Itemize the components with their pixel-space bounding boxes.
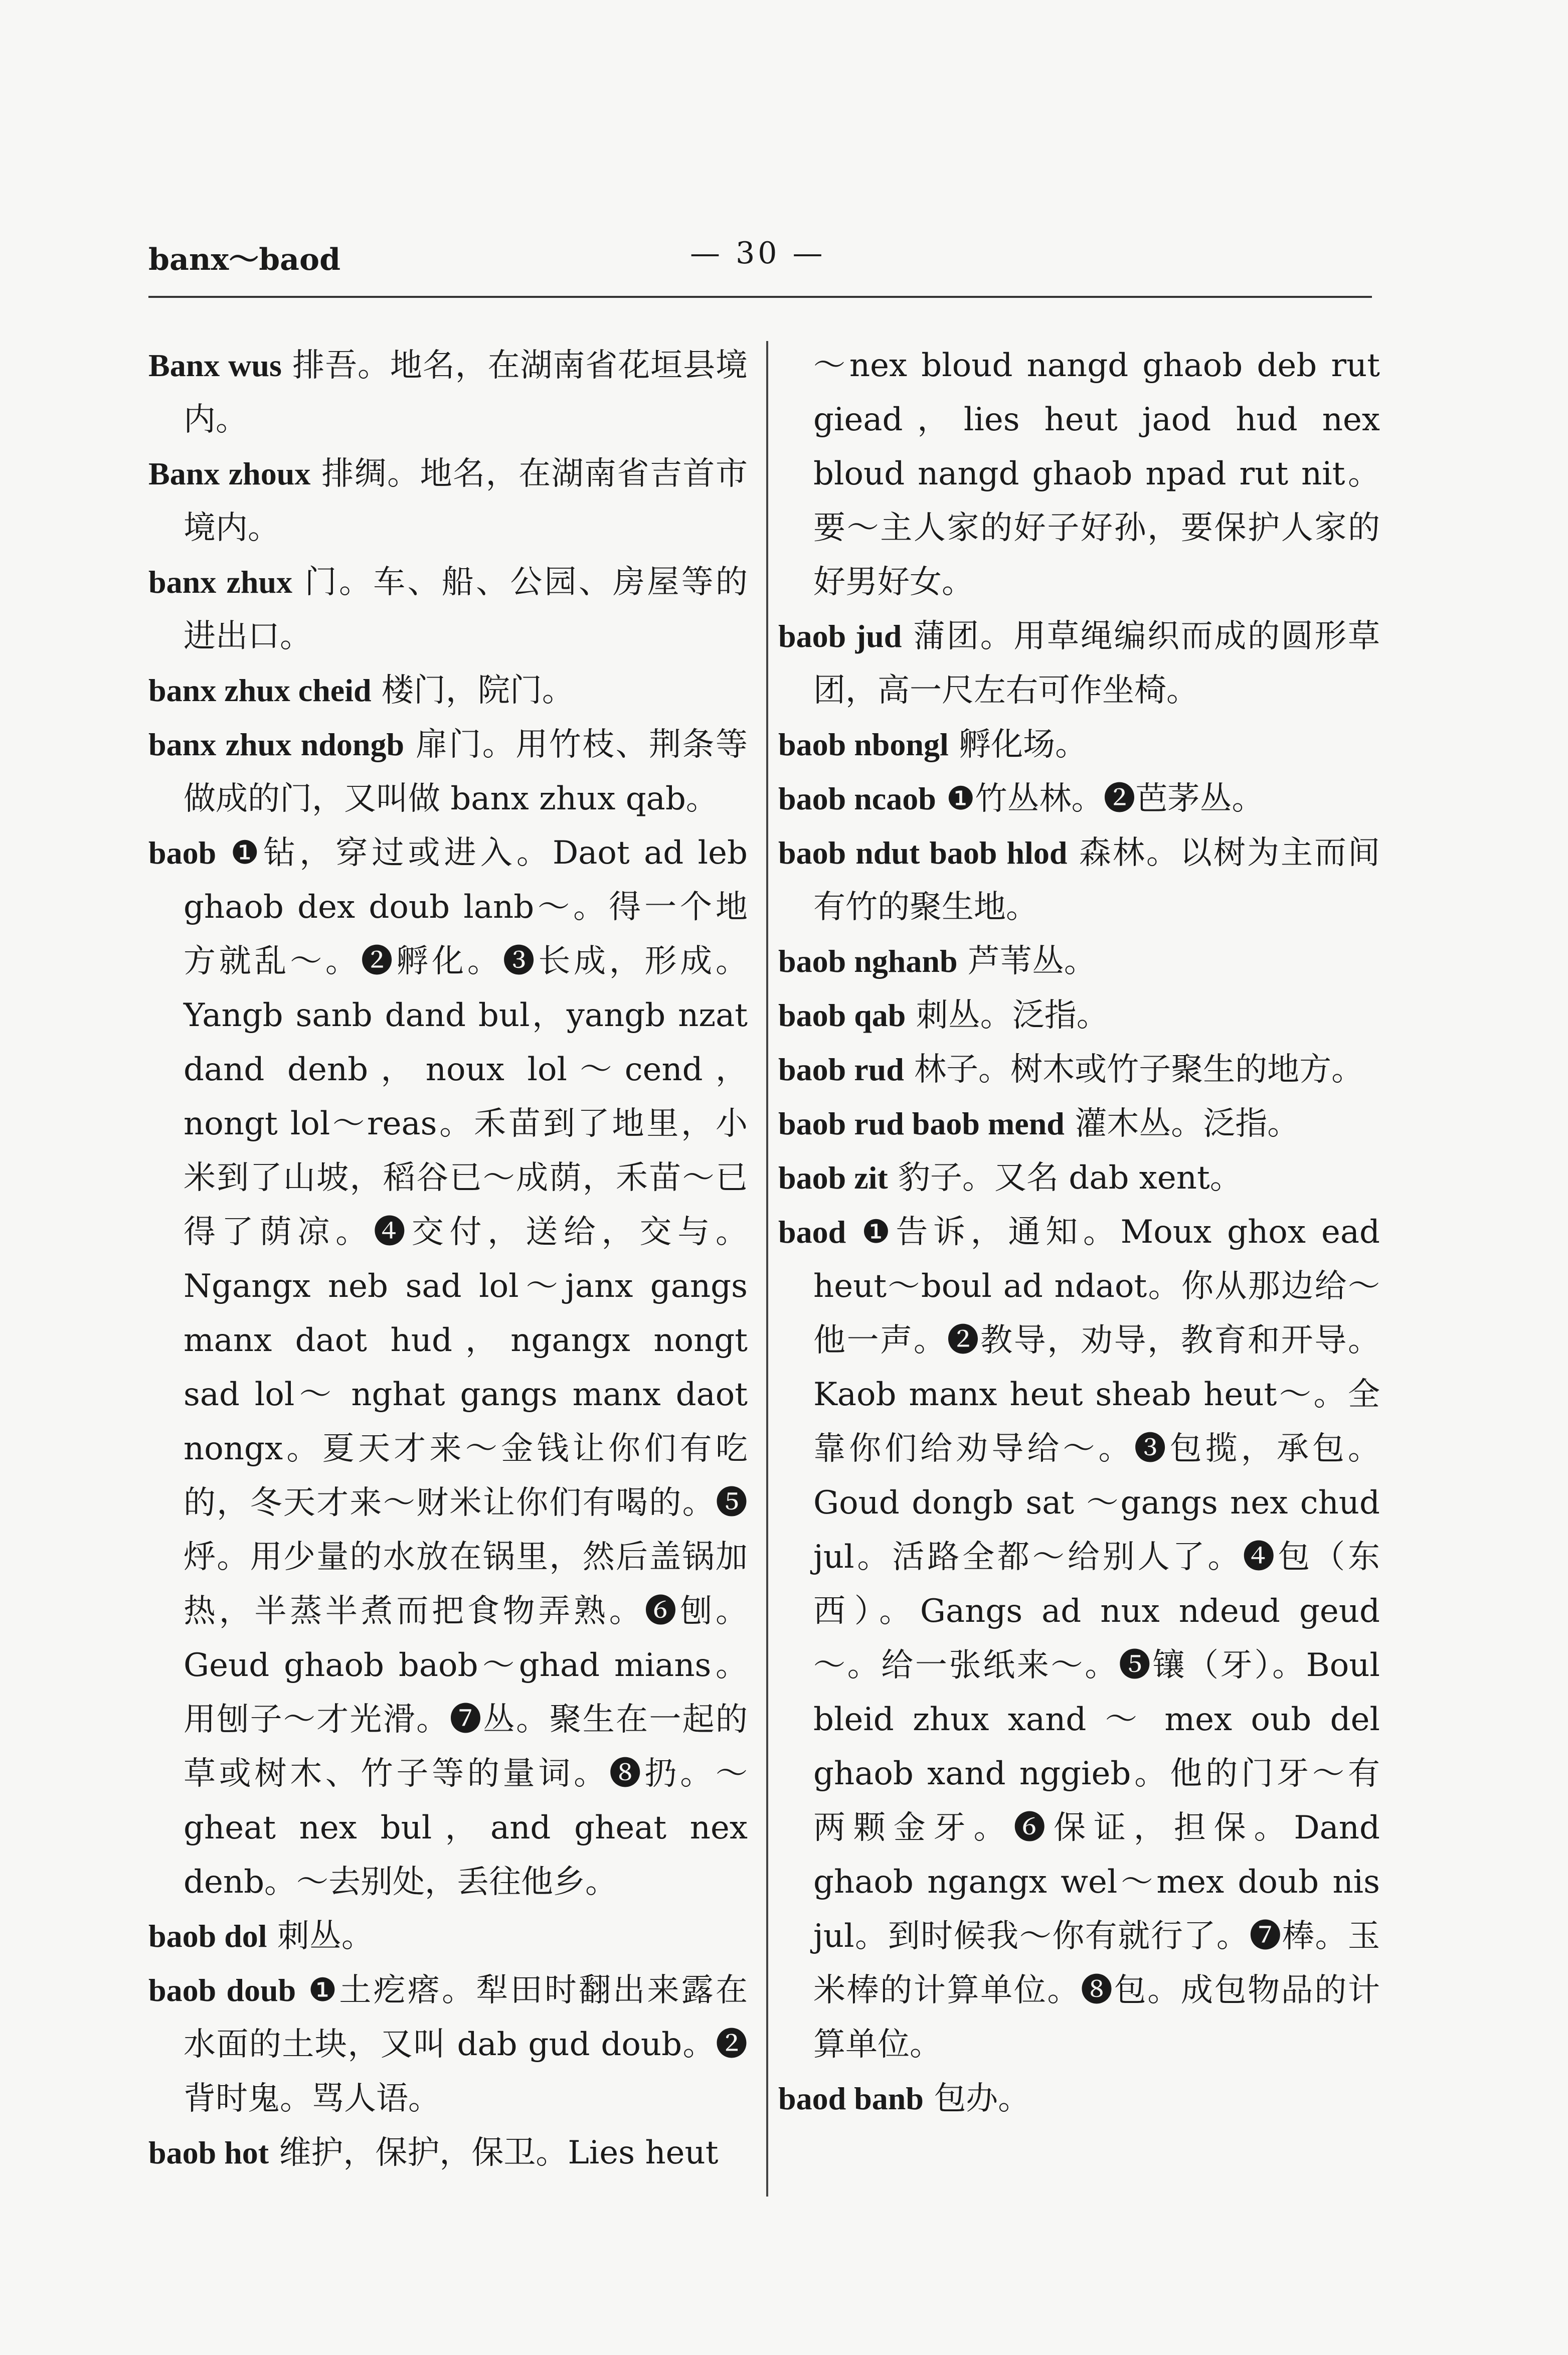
headword: baob zit	[778, 1160, 888, 1196]
page-number: — 30 —	[690, 236, 826, 271]
dictionary-entry	[148, 339, 748, 447]
dictionary-entry	[148, 447, 748, 555]
dictionary-entry	[148, 663, 748, 718]
definition: 排吾。地名，在湖南省花垣县境内。	[184, 347, 748, 438]
definition: 门。车、船、公园、房屋等的进出口。	[184, 564, 748, 655]
definition: ❶土疙瘩。犁田时翻出来露在水面的土块，又叫 dab gud doub。❷背时鬼。骂人语。	[184, 1972, 748, 2117]
headword: baob hot	[148, 2135, 269, 2170]
dictionary-entry	[778, 772, 1380, 826]
dictionary-entry	[778, 2072, 1380, 2126]
headword: baob qab	[778, 997, 906, 1033]
dictionary-entry	[148, 826, 748, 1909]
dictionary-entry	[778, 1043, 1380, 1097]
definition: 包办。	[923, 2080, 1030, 2117]
headword: baob rud	[778, 1052, 904, 1087]
headword: baob ndut baob hlod	[778, 835, 1068, 871]
dictionary-entry	[148, 2126, 748, 2180]
definition: ❶钻，穿过或进入。Daot ad leb ghaob dex doub lanb～。得一个地方就乱～。❷孵化。❸长成，形成。Yangb sanb dand bul，yangb nzat dand denb，noux lol～cend，nongt lol～reas。禾苗到了地里，小米到了山坡，稻谷已～成荫，禾苗～已得了荫凉。❹交付，送给，交与。Ngangx neb sad lol～janx gangs manx daot hud，ngangx nongt sad lol～ nghat gangs manx daot nongx。夏天才来～金钱让你们有吃的，冬天才来～财米让你们有喝的。❺烀。用少量的水放在锅里，然后盖锅加热，半蒸半煮而把食物弄熟。❻刨。Geud ghaob baob～ghad mians。用刨子～才光滑。❼丛。聚生在一起的草或树木、竹子等的量词。❽扔。～gheat nex bul，and gheat nex denb。～去别处，丢往他乡。	[184, 834, 748, 1901]
dictionary-entry	[778, 1097, 1380, 1151]
headword: baob nbongl	[778, 727, 949, 762]
dictionary-entry	[148, 1909, 748, 1963]
dictionary-entry	[778, 1205, 1380, 2072]
dictionary-entry	[148, 555, 748, 663]
definition: 蒲团。用草绳编织而成的圆形草团，高一尺左右可作坐椅。	[813, 618, 1380, 709]
headword: baob jud	[778, 618, 902, 654]
headword: Banx zhoux	[148, 456, 311, 491]
definition: ❶竹丛林。❷芭茅丛。	[936, 780, 1264, 817]
headword: Banx wus	[148, 348, 282, 383]
headword: baod	[778, 1214, 846, 1250]
definition: 豹子。又名 dab xent。	[888, 1159, 1242, 1197]
headword: baob nghanb	[778, 943, 958, 979]
page-header	[148, 236, 1372, 276]
entry-continuation: ～nex bloud nangd ghaob deb rut giead，lies heut jaod hud nex bloud nangd ghaob npad rut nit。要～主人家的好子好孙，要保护人家的好男好女。	[813, 347, 1380, 601]
definition: 刺丛。泛指。	[906, 997, 1109, 1034]
right-column	[778, 339, 1380, 2126]
headword: banx zhux cheid	[148, 672, 372, 708]
headword: baod banb	[778, 2081, 924, 2116]
headword: baob	[148, 835, 217, 871]
dictionary-entry	[778, 934, 1380, 988]
headword: baob dol	[148, 1918, 267, 1954]
dictionary-entry	[148, 718, 748, 826]
definition: ❶告诉，通知。Moux ghox ead heut～boul ad ndaot。你从那边给～他一声。❷教导，劝导，教育和开导。Kaob manx heut sheab heut～。全靠你们给劝导给～。❸包揽，承包。Goud dongb sat ～gangs nex chud jul。活路全都～给别人了。❹包（东西）。Gangs ad nux ndeud geud～。给一张纸来～。❺镶（牙）。Boul bleid zhux xand ～ mex oub del ghaob xand nggieb。他的门牙～有两颗金牙。❻保证，担保。Dand ghaob ngangx wel～mex doub nis jul。到时候我～你有就行了。❼棒。玉米棒的计算单位。❽包。成包物品的计算单位。	[813, 1214, 1380, 2063]
definition: 维护，保护，保卫。Lies heut	[269, 2134, 719, 2171]
headword: baob rud baob mend	[778, 1106, 1065, 1141]
definition: 灌木丛。泛指。	[1064, 1105, 1300, 1142]
dictionary-entry	[778, 1151, 1380, 1205]
definition: 楼门，院门。	[371, 672, 574, 709]
header-rule	[148, 296, 1372, 298]
headword: banx zhux ndongb	[148, 727, 405, 762]
dictionary-entry	[778, 609, 1380, 718]
definition: 森林。以树为主而间有竹的聚生地。	[813, 834, 1380, 926]
definition: 芦苇丛。	[957, 943, 1096, 980]
definition: 排绸。地名，在湖南省吉首市境内。	[184, 455, 748, 547]
dictionary-entry	[778, 718, 1380, 772]
definition: 林子。树木或竹子聚生的地方。	[904, 1051, 1364, 1088]
headword: baob doub	[148, 1972, 296, 2008]
definition: 扉门。用竹枝、荆条等做成的门，又叫做 banx zhux qab。	[184, 726, 748, 817]
definition: 孵化场。	[948, 726, 1088, 763]
dictionary-entry	[148, 1963, 748, 2126]
definition: 刺丛。	[267, 1918, 374, 1955]
column-divider	[766, 341, 768, 2197]
dictionary-entry	[778, 826, 1380, 934]
headword: baob ncaob	[778, 781, 936, 816]
header-range: banx～baod	[148, 242, 341, 277]
headword: banx zhux	[148, 564, 293, 600]
left-column	[148, 339, 748, 2180]
dictionary-entry	[778, 988, 1380, 1043]
